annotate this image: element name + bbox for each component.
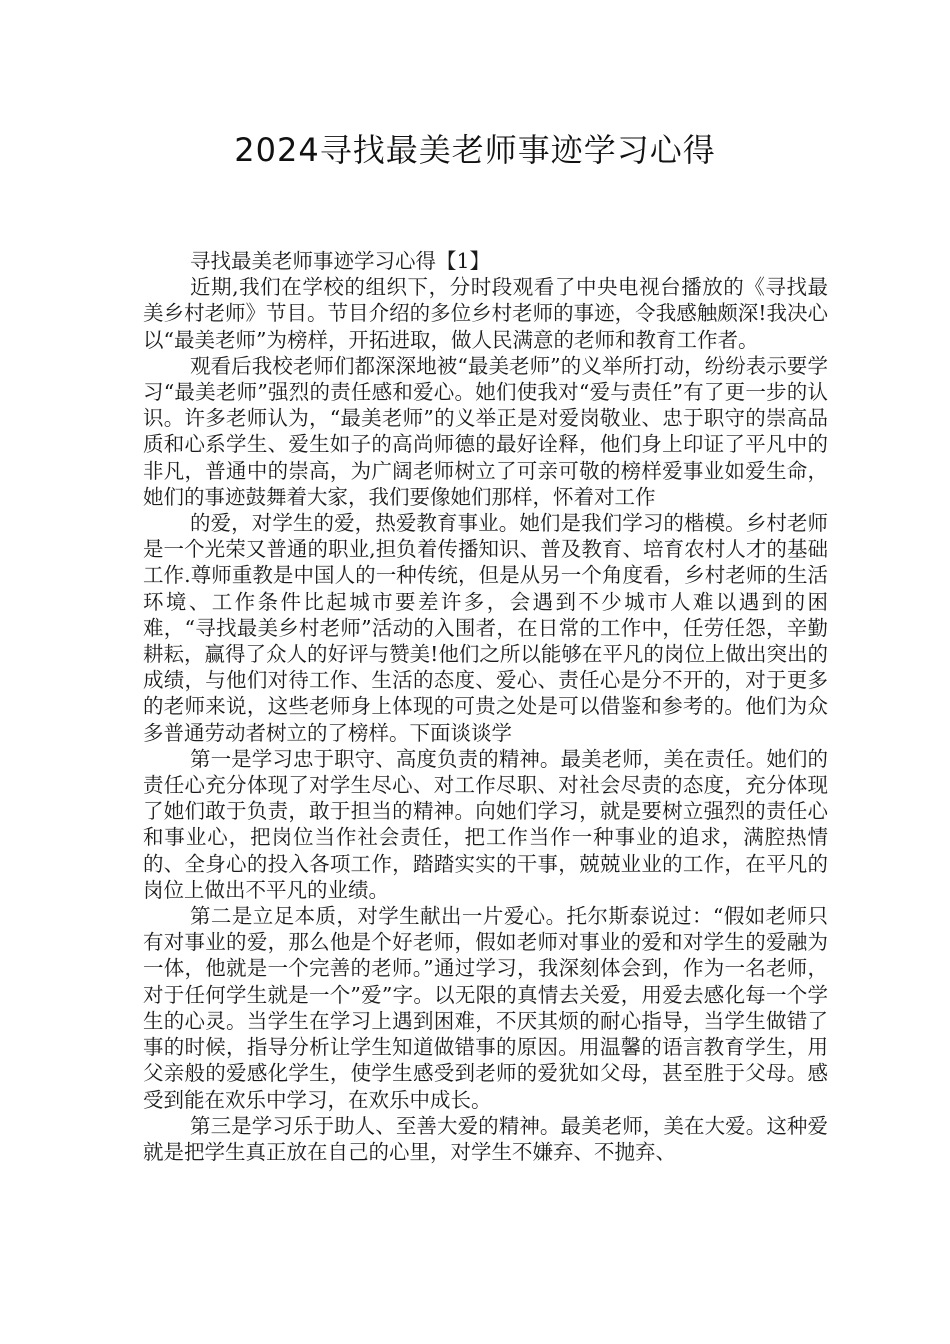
document-body bbox=[143, 248, 828, 1165]
paragraph-4: 第一是学习忠于职守、高度负责的精神。最美老师，美在责任。她们的责任心充分体现了对学生尽心、对工作尽职、对社会尽责的态度，充分体现了她们敢于负责，敢于担当的精神。向她们学习，就是要树立强烈的责任心和事业心，把岗位当作社会责任，把工作当作一种事业的追求，满腔热情的、全身心的投入各项工作，踏踏实实的干事，兢兢业业的工作，在平凡的岗位上做出不平凡的业绩。 bbox=[143, 746, 828, 902]
paragraph-2: 观看后我校老师们都深深地被“最美老师”的义举所打动，纷纷表示要学习“最美老师”强烈的责任感和爱心。她们使我对“爱与责任”有了更一步的认识。许多老师认为，“最美老师”的义举正是对爱岗敬业、忠于职守的崇高品质和心系学生、爱生如子的高尚师德的最好诠释，他们身上印证了平凡中的非凡，普通中的崇高，为广阔老师树立了可亲可敬的榜样爱事业如爱生命，她们的事迹鼓舞着大家，我们要像她们那样，怀着对工作 bbox=[143, 353, 828, 509]
paragraph-1: 近期,我们在学校的组织下，分时段观看了中央电视台播放的《寻找最美乡村老师》节目。节目介绍的多位乡村老师的事迹，令我感触颇深!我决心以“最美老师”为榜样，开拓进取，做人民满意的老师和教育工作者。 bbox=[143, 275, 828, 352]
section-heading: 寻找最美老师事迹学习心得【1】 bbox=[190, 249, 491, 273]
paragraph-3: 的爱，对学生的爱，热爱教育事业。她们是我们学习的楷模。乡村老师是一个光荣又普通的职业,担负着传播知识、普及教育、培育农村人才的基础工作.尊师重教是中国人的一种传统，但是从另一个角度看，乡村老师的生活环境、工作条件比起城市要差许多，会遇到不少城市人难以遇到的困难，“寻找最美乡村老师”活动的入围者，在日常的工作中，任劳任怨，辛勤耕耘，赢得了众人的好评与赞美!他们之所以能够在平凡的岗位上做出突出的成绩，与他们对待工作、生活的态度、爱心、责任心是分不开的，对于更多的老师来说，这些老师身上体现的可贵之处是可以借鉴和参考的。他们为众多普通劳动者树立的了榜样。下面谈谈学 bbox=[143, 511, 828, 745]
document-title: 2024寻找最美老师事迹学习心得 bbox=[234, 131, 716, 169]
paragraph-6: 第三是学习乐于助人、至善大爱的精神。最美老师，美在大爱。这种爱就是把学生真正放在自己的心里，对学生不嫌弃、不抛弃、 bbox=[143, 1113, 828, 1164]
paragraph-5: 第二是立足本质，对学生献出一片爱心。托尔斯泰说过：“假如老师只有对事业的爱，那么他是个好老师，假如老师对事业的爱和对学生的爱融为一体，他就是一个完善的老师。”通过学习，我深刻体会到，作为一名老师，对于任何学生就是一个”爱”字。以无限的真情去关爱，用爱去感化每一个学生的心灵。当学生在学习上遇到困难，不厌其烦的耐心指导，当学生做错了事的时候，指导分析让学生知道做错事的原因。用温馨的语言教育学生，用父亲般的爱感化学生，使学生感受到老师的爱犹如父母，甚至胜于父母。感受到能在欢乐中学习，在欢乐中成长。 bbox=[143, 904, 828, 1112]
